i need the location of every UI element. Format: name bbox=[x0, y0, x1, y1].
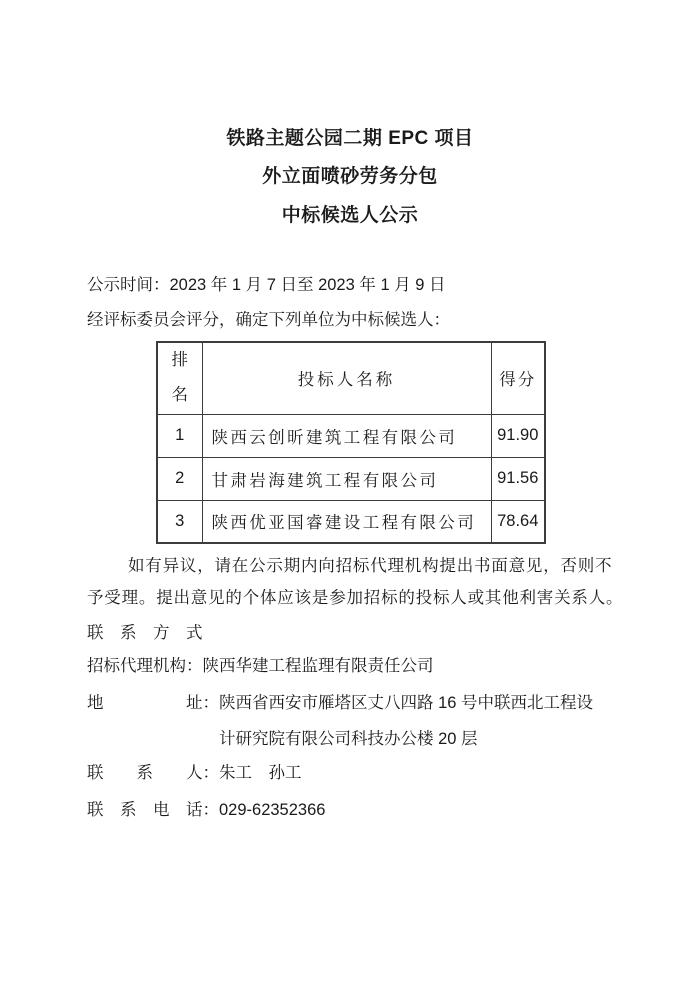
objection-notice-line-1: 如有异议，请在公示期内向招标代理机构提出书面意见，否则不 bbox=[128, 557, 613, 575]
contact-person-label: 联 系 人： bbox=[87, 764, 219, 782]
address-value-line-2: 计研究院有限公司科技办公楼 20 层 bbox=[219, 730, 478, 748]
address-value-line-1: 陕西省西安市雁塔区丈八四路 16 号中联西北工程设 bbox=[219, 694, 594, 712]
address-row bbox=[87, 693, 593, 750]
table-row bbox=[157, 500, 545, 543]
table-row bbox=[157, 414, 545, 457]
phone-label: 联 系 电 话： bbox=[87, 801, 219, 819]
table-header-row bbox=[157, 342, 545, 414]
rank-header: 排名 bbox=[157, 342, 202, 414]
table-row bbox=[157, 457, 545, 500]
rank-cell: 3 bbox=[157, 500, 202, 543]
phone-row bbox=[87, 800, 325, 821]
score-header: 得分 bbox=[491, 342, 545, 414]
results-table bbox=[156, 341, 546, 544]
rank-cell: 2 bbox=[157, 457, 202, 500]
phone-value: 029-62352366 bbox=[219, 801, 326, 819]
publicity-period: 公示时间：2023 年 1 月 7 日至 2023 年 1 月 9 日 bbox=[87, 276, 446, 294]
score-cell: 91.56 bbox=[491, 457, 545, 500]
agency-label: 招标代理机构： bbox=[87, 657, 203, 675]
title-line-3: 中标候选人公示 bbox=[281, 205, 419, 226]
bidder-cell: 陕西云创昕建筑工程有限公司 bbox=[202, 414, 491, 457]
contact-person-value: 朱工 孙工 bbox=[219, 764, 302, 782]
title-line-2: 外立面喷砂劳务分包 bbox=[262, 166, 438, 187]
score-cell: 78.64 bbox=[491, 500, 545, 543]
agency-value: 陕西华建工程监理有限责任公司 bbox=[202, 657, 434, 675]
address-label: 地 址： bbox=[87, 694, 219, 712]
bidder-header: 投标人名称 bbox=[202, 342, 491, 414]
contact-heading: 联 系 方 式 bbox=[87, 624, 203, 642]
address-value bbox=[219, 693, 593, 750]
bidder-cell: 陕西优亚国睿建设工程有限公司 bbox=[202, 500, 491, 543]
rank-cell: 1 bbox=[157, 414, 202, 457]
bidder-cell: 甘肃岩海建筑工程有限公司 bbox=[202, 457, 491, 500]
agency-row bbox=[87, 656, 434, 677]
objection-notice-line-2: 予受理。提出意见的个体应该是参加招标的投标人或其他利害关系人。 bbox=[87, 589, 624, 607]
contact-person-row bbox=[87, 763, 302, 784]
evaluation-note: 经评标委员会评分，确定下列单位为中标候选人： bbox=[87, 311, 450, 329]
title-line-1: 铁路主题公园二期 EPC 项目 bbox=[226, 128, 474, 149]
score-cell: 91.90 bbox=[491, 414, 545, 457]
